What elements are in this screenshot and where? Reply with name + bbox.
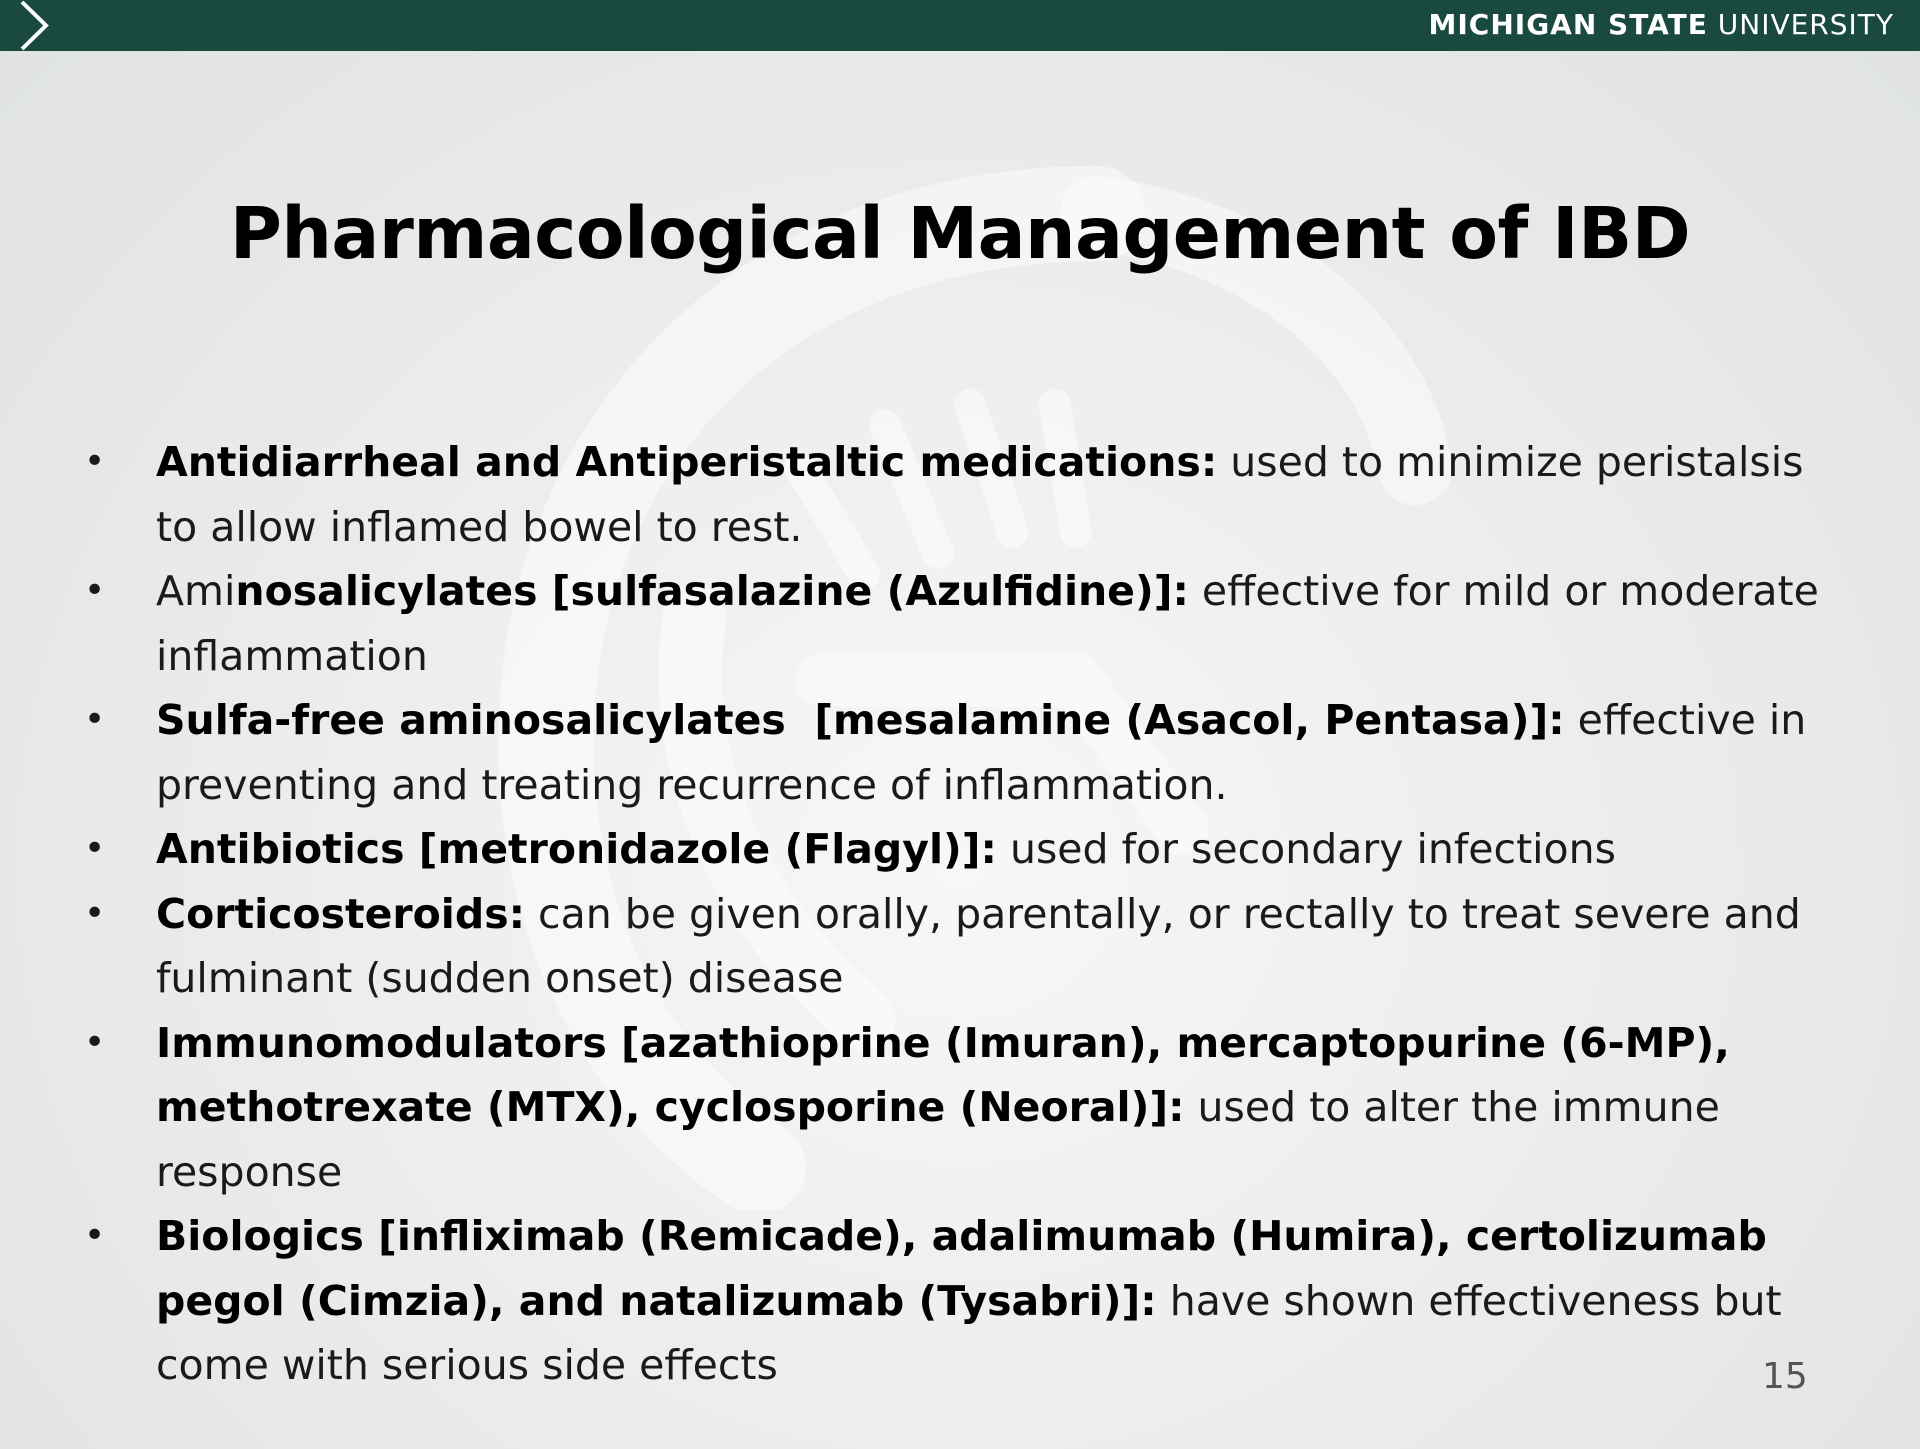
bullet-term: Corticosteroids: [156, 889, 525, 938]
bullet-term: Antibiotics [metronidazole (Flagyl)]: [156, 825, 997, 873]
bullet-description: effective in preventing and treating recurrence of inflammation. [156, 696, 1807, 809]
bullet-description: used to minimize peristalsis to allow inflamed bowel to rest. [156, 438, 1804, 551]
bullet-term: Sulfa-free aminosalicylates [mesalamine (Asacol, Pentasa)]: [156, 696, 1565, 744]
bullet-item [76, 1204, 1846, 1398]
bullet-item [76, 559, 1846, 688]
bullet-item [76, 688, 1846, 817]
bullet-dot: • [84, 892, 106, 934]
bullet-dot: • [84, 1215, 106, 1256]
bullet-item [76, 882, 1846, 1011]
bullet-dot: • [84, 441, 106, 482]
bullet-item [76, 1011, 1846, 1205]
bullet-description: used to alter the immune response [156, 1083, 1720, 1196]
bullet-description: effective for mild or moderate inflammation [156, 567, 1819, 680]
bullet-dot: • [84, 828, 106, 869]
bullet-list [76, 430, 1846, 1398]
chevron-right-icon [0, 0, 60, 51]
bullet-description: used for secondary infections [996, 825, 1616, 873]
header-bar [0, 0, 1920, 51]
page-number: 15 [1762, 1356, 1808, 1397]
university-brand [1429, 8, 1894, 41]
bullet-item [76, 817, 1846, 882]
brand-name: MICHIGAN STATE [1428, 8, 1708, 41]
bullet-description: have shown effectiveness but come with serious side effects [156, 1276, 1782, 1389]
brand-suffix: UNIVERSITY [1707, 8, 1894, 41]
bullet-dot: • [84, 1021, 106, 1063]
bullet-dot: • [84, 699, 106, 740]
bullet-term: Biologics [infliximab (Remicade), adalimumab (Humira), certolizumab pegol (Cimzia), and natalizumab (Tysabri)]: [156, 1212, 1767, 1325]
bullet-prefix: Ami [156, 567, 236, 615]
bullet-item [76, 430, 1846, 559]
bullet-dot: • [84, 570, 106, 611]
bullet-term: Immunomodulators [azathioprine (Imuran), mercaptopurine (6-MP), methotrexate (MTX), cyclosporine (Neoral)]: [156, 1018, 1730, 1131]
bullet-term: nosalicylates [sulfasalazine (Azulfidine)]: [235, 567, 1189, 615]
bullet-term: Antidiarrheal and Antiperistaltic medications: [156, 438, 1218, 486]
slide-title: Pharmacological Management of IBD [229, 192, 1691, 275]
bullet-description: can be given orally, parentally, or rectally to treat severe and fulminant (sudden onset) disease [156, 889, 1801, 1002]
